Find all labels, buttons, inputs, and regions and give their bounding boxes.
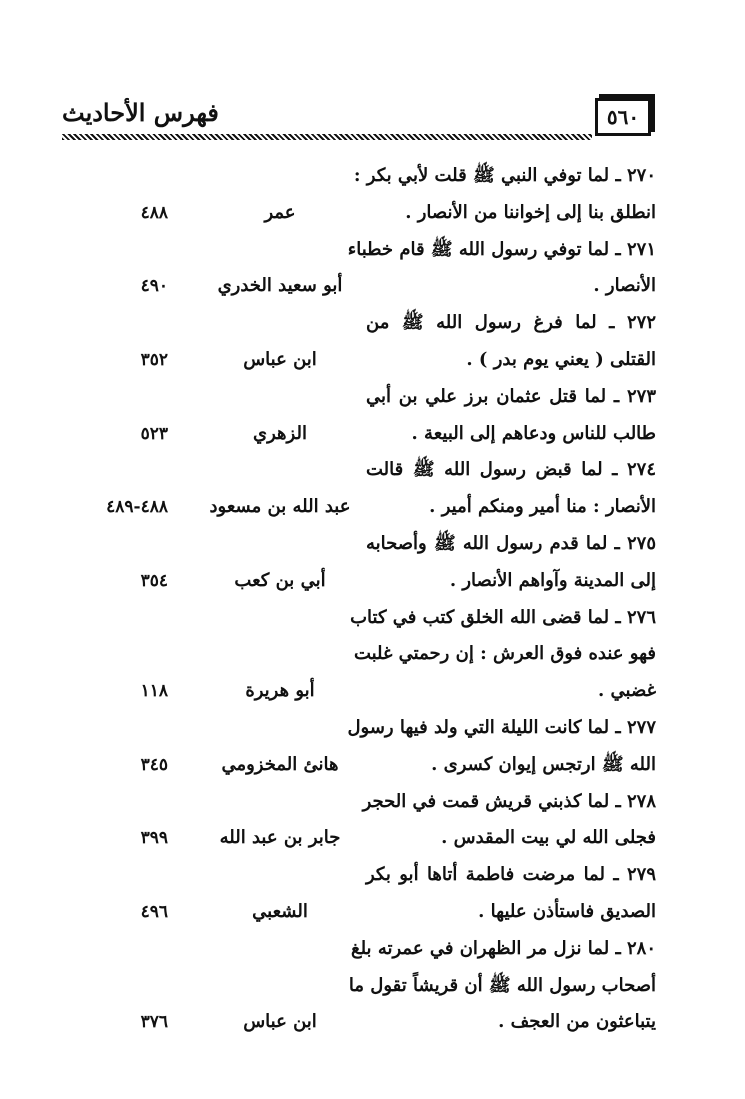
entry-line xyxy=(0,305,745,342)
entry-line xyxy=(0,931,745,968)
hadith-text: الصديق فاستأذن عليها . xyxy=(478,900,656,922)
entry-line xyxy=(0,158,745,195)
hadith-text: الله ﷺ ارتجس إيوان كسرى . xyxy=(431,753,656,775)
narrator: أبي بن كعب xyxy=(234,569,326,591)
header-divider xyxy=(62,134,592,140)
page-reference: ٤٨٨ xyxy=(140,202,168,223)
page-reference: ٥٢٣ xyxy=(140,423,168,444)
hadith-text: ٢٨٠ ـ لما نزل مر الظهران في عمرته بلغ xyxy=(351,937,656,959)
entry-line xyxy=(0,489,745,526)
hadith-text: ٢٧٢ ـ لما فرغ رسول الله ﷺ من xyxy=(366,312,656,334)
index-entry xyxy=(0,526,745,600)
hadith-text: الأنصار . xyxy=(593,275,656,297)
hadith-text: ٢٧٠ ـ لما توفي النبي ﷺ قلت لأبي بكر : xyxy=(353,165,656,186)
page-reference: ١١٨ xyxy=(140,681,168,702)
entry-line xyxy=(0,857,745,894)
hadith-text: ٢٧١ ـ لما توفي رسول الله ﷺ قام خطباء xyxy=(347,238,656,260)
index-entry xyxy=(0,710,745,784)
narrator: هانئ المخزومي xyxy=(221,753,339,775)
index-entry xyxy=(0,232,745,306)
narrator: ابن عباس xyxy=(243,348,317,370)
hadith-text: الأنصار : منا أمير ومنكم أمير . xyxy=(429,496,656,518)
entry-line xyxy=(0,452,745,489)
hadith-text: فهو عنده فوق العرش : إن رحمتي غلبت xyxy=(353,643,656,665)
entry-line xyxy=(0,968,745,1005)
hadith-text: طالب للناس ودعاهم إلى البيعة . xyxy=(411,422,656,444)
entry-line xyxy=(0,894,745,931)
narrator: عبد الله بن مسعود xyxy=(209,496,351,518)
index-entry xyxy=(0,305,745,379)
page-reference: ٣٧٦ xyxy=(140,1012,168,1033)
page-reference: ٣٩٩ xyxy=(140,828,168,849)
hadith-index-list xyxy=(0,158,745,1041)
page-reference: ٤٨٨-٤٨٩ xyxy=(106,497,168,518)
hadith-text: أصحاب رسول الله ﷺ أن قريشاً تقول ما xyxy=(348,974,656,996)
index-entry xyxy=(0,379,745,453)
hadith-text: ٢٧٤ ـ لما قبض رسول الله ﷺ قالت xyxy=(366,459,656,481)
entry-line xyxy=(0,342,745,379)
page-reference: ٣٥٤ xyxy=(140,570,168,591)
entry-line xyxy=(0,416,745,453)
narrator: جابر بن عبد الله xyxy=(219,827,341,849)
entry-line xyxy=(0,1004,745,1041)
hadith-text: يتباعثون من العجف . xyxy=(498,1011,656,1033)
hadith-text: إلى المدينة وآواهم الأنصار . xyxy=(449,569,656,591)
hadith-text: غضبي . xyxy=(598,680,656,702)
narrator: أبو سعيد الخدري xyxy=(217,275,343,297)
entry-line xyxy=(0,195,745,232)
entry-line xyxy=(0,673,745,710)
page-number: ٥٦٠ xyxy=(595,98,651,136)
entry-line xyxy=(0,379,745,416)
entry-line xyxy=(0,820,745,857)
entry-line xyxy=(0,268,745,305)
hadith-text: ٢٧٥ ـ لما قدم رسول الله ﷺ وأصحابه xyxy=(366,532,656,554)
hadith-text: فجلى الله لي بيت المقدس . xyxy=(441,827,656,849)
hadith-text: ٢٧٦ ـ لما قضى الله الخلق كتب في كتاب xyxy=(350,606,656,628)
page-reference: ٣٥٢ xyxy=(140,349,168,370)
narrator: ابن عباس xyxy=(243,1011,317,1033)
index-entry xyxy=(0,857,745,931)
page-reference: ٣٤٥ xyxy=(140,754,168,775)
narrator: الزهري xyxy=(253,422,307,444)
index-entry xyxy=(0,158,745,232)
entry-line xyxy=(0,636,745,673)
entry-line xyxy=(0,747,745,784)
entry-line xyxy=(0,784,745,821)
hadith-text: ٢٧٣ ـ لما قتل عثمان برز علي بن أبي xyxy=(366,385,656,407)
index-entry xyxy=(0,600,745,710)
page-title: فهرس الأحاديث xyxy=(62,98,219,127)
narrator: أبو هريرة xyxy=(245,680,315,702)
index-entry xyxy=(0,452,745,526)
page-reference: ٤٩٦ xyxy=(140,901,168,922)
index-entry xyxy=(0,784,745,858)
entry-line xyxy=(0,563,745,600)
entry-line xyxy=(0,526,745,563)
hadith-text: ٢٧٩ ـ لما مرضت فاطمة أتاها أبو بكر xyxy=(366,864,656,886)
index-entry xyxy=(0,931,745,1041)
hadith-text: انطلق بنا إلى إخواننا من الأنصار . xyxy=(405,201,656,223)
page-reference: ٤٩٠ xyxy=(140,276,168,297)
narrator: الشعبي xyxy=(252,900,308,922)
entry-line xyxy=(0,600,745,637)
narrator: عمر xyxy=(264,201,296,223)
hadith-text: القتلى ( يعني يوم بدر ) . xyxy=(466,348,656,370)
entry-line xyxy=(0,232,745,269)
hadith-text: ٢٧٧ ـ لما كانت الليلة التي ولد فيها رسول xyxy=(347,716,656,738)
hadith-text: ٢٧٨ ـ لما كذبني قريش قمت في الحجر xyxy=(362,790,656,812)
entry-line xyxy=(0,710,745,747)
